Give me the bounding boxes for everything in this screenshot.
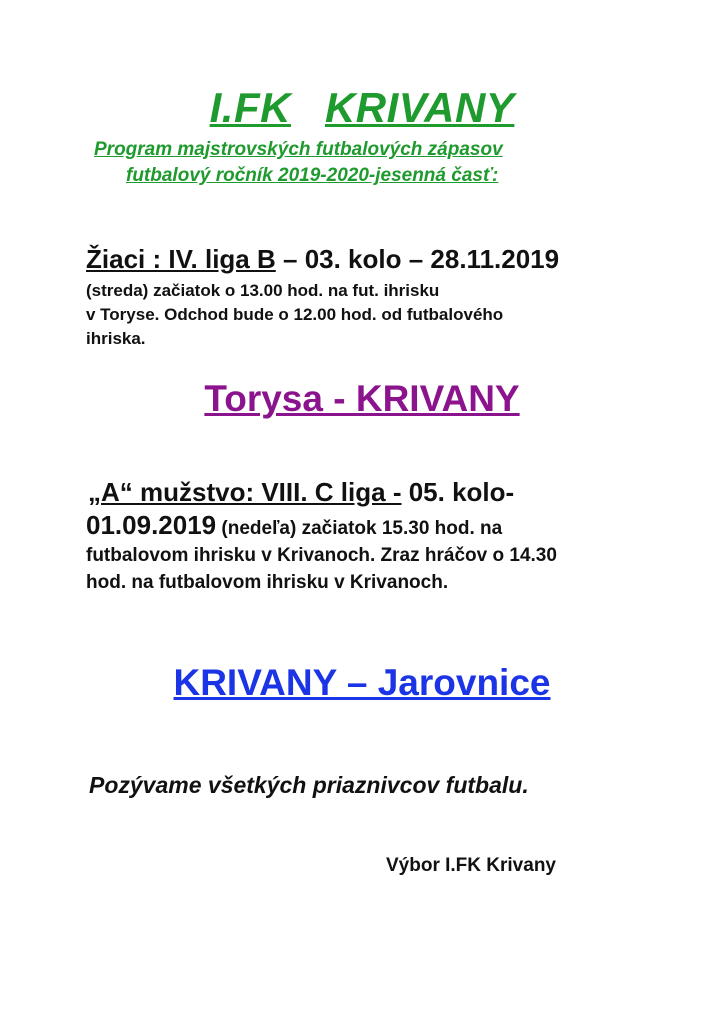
signature-text: Výbor I.FK Krivany <box>386 855 556 876</box>
match2-detail-line4: hod. na futbalovom ihrisku v Krivanoch. <box>86 572 449 593</box>
club-title <box>0 84 724 132</box>
program-subtitle-line1: Program majstrovských futbalových zápasov <box>94 139 503 160</box>
match1-heading <box>86 244 559 275</box>
match2-detail-line2-rest: (nedeľa) začiatok 15.30 hod. na <box>216 518 503 539</box>
match2-round: 05. kolo- <box>401 477 515 507</box>
match2-team-label: „A“ mužstvo: VIII. C liga - <box>88 477 402 507</box>
match1-detail-line2: (streda) začiatok o 13.00 hod. na fut. ihrisku <box>86 281 440 300</box>
match1-teams-text: Torysa - KRIVANY <box>204 378 520 419</box>
match1-detail-line4: ihriska. <box>86 329 146 348</box>
invitation-text: Pozývame všetkých priaznivcov futbalu. <box>89 772 529 798</box>
match2-heading <box>88 477 514 508</box>
match1-round-date: – 03. kolo – 28.11.2019 <box>275 244 560 274</box>
club-title-part1: I.FK <box>209 84 291 131</box>
club-title-part2: KRIVANY <box>324 84 515 131</box>
match2-date: 01.09.2019 <box>86 510 217 540</box>
match1-detail-line3: v Toryse. Odchod bude o 12.00 hod. od futbalového <box>86 305 504 324</box>
match2-teams-text: KRIVANY – Jarovnice <box>173 662 551 703</box>
match2-detail-line3: futbalovom ihrisku v Krivanoch. Zraz hráčov o 14.30 <box>86 545 557 566</box>
match1-teams <box>0 378 724 420</box>
match2-detail-line2 <box>86 510 502 541</box>
match1-league-label: Žiaci : IV. liga B <box>86 244 276 274</box>
match2-teams <box>0 662 724 704</box>
program-subtitle-line2: futbalový ročník 2019-2020-jesenná časť: <box>126 165 499 186</box>
